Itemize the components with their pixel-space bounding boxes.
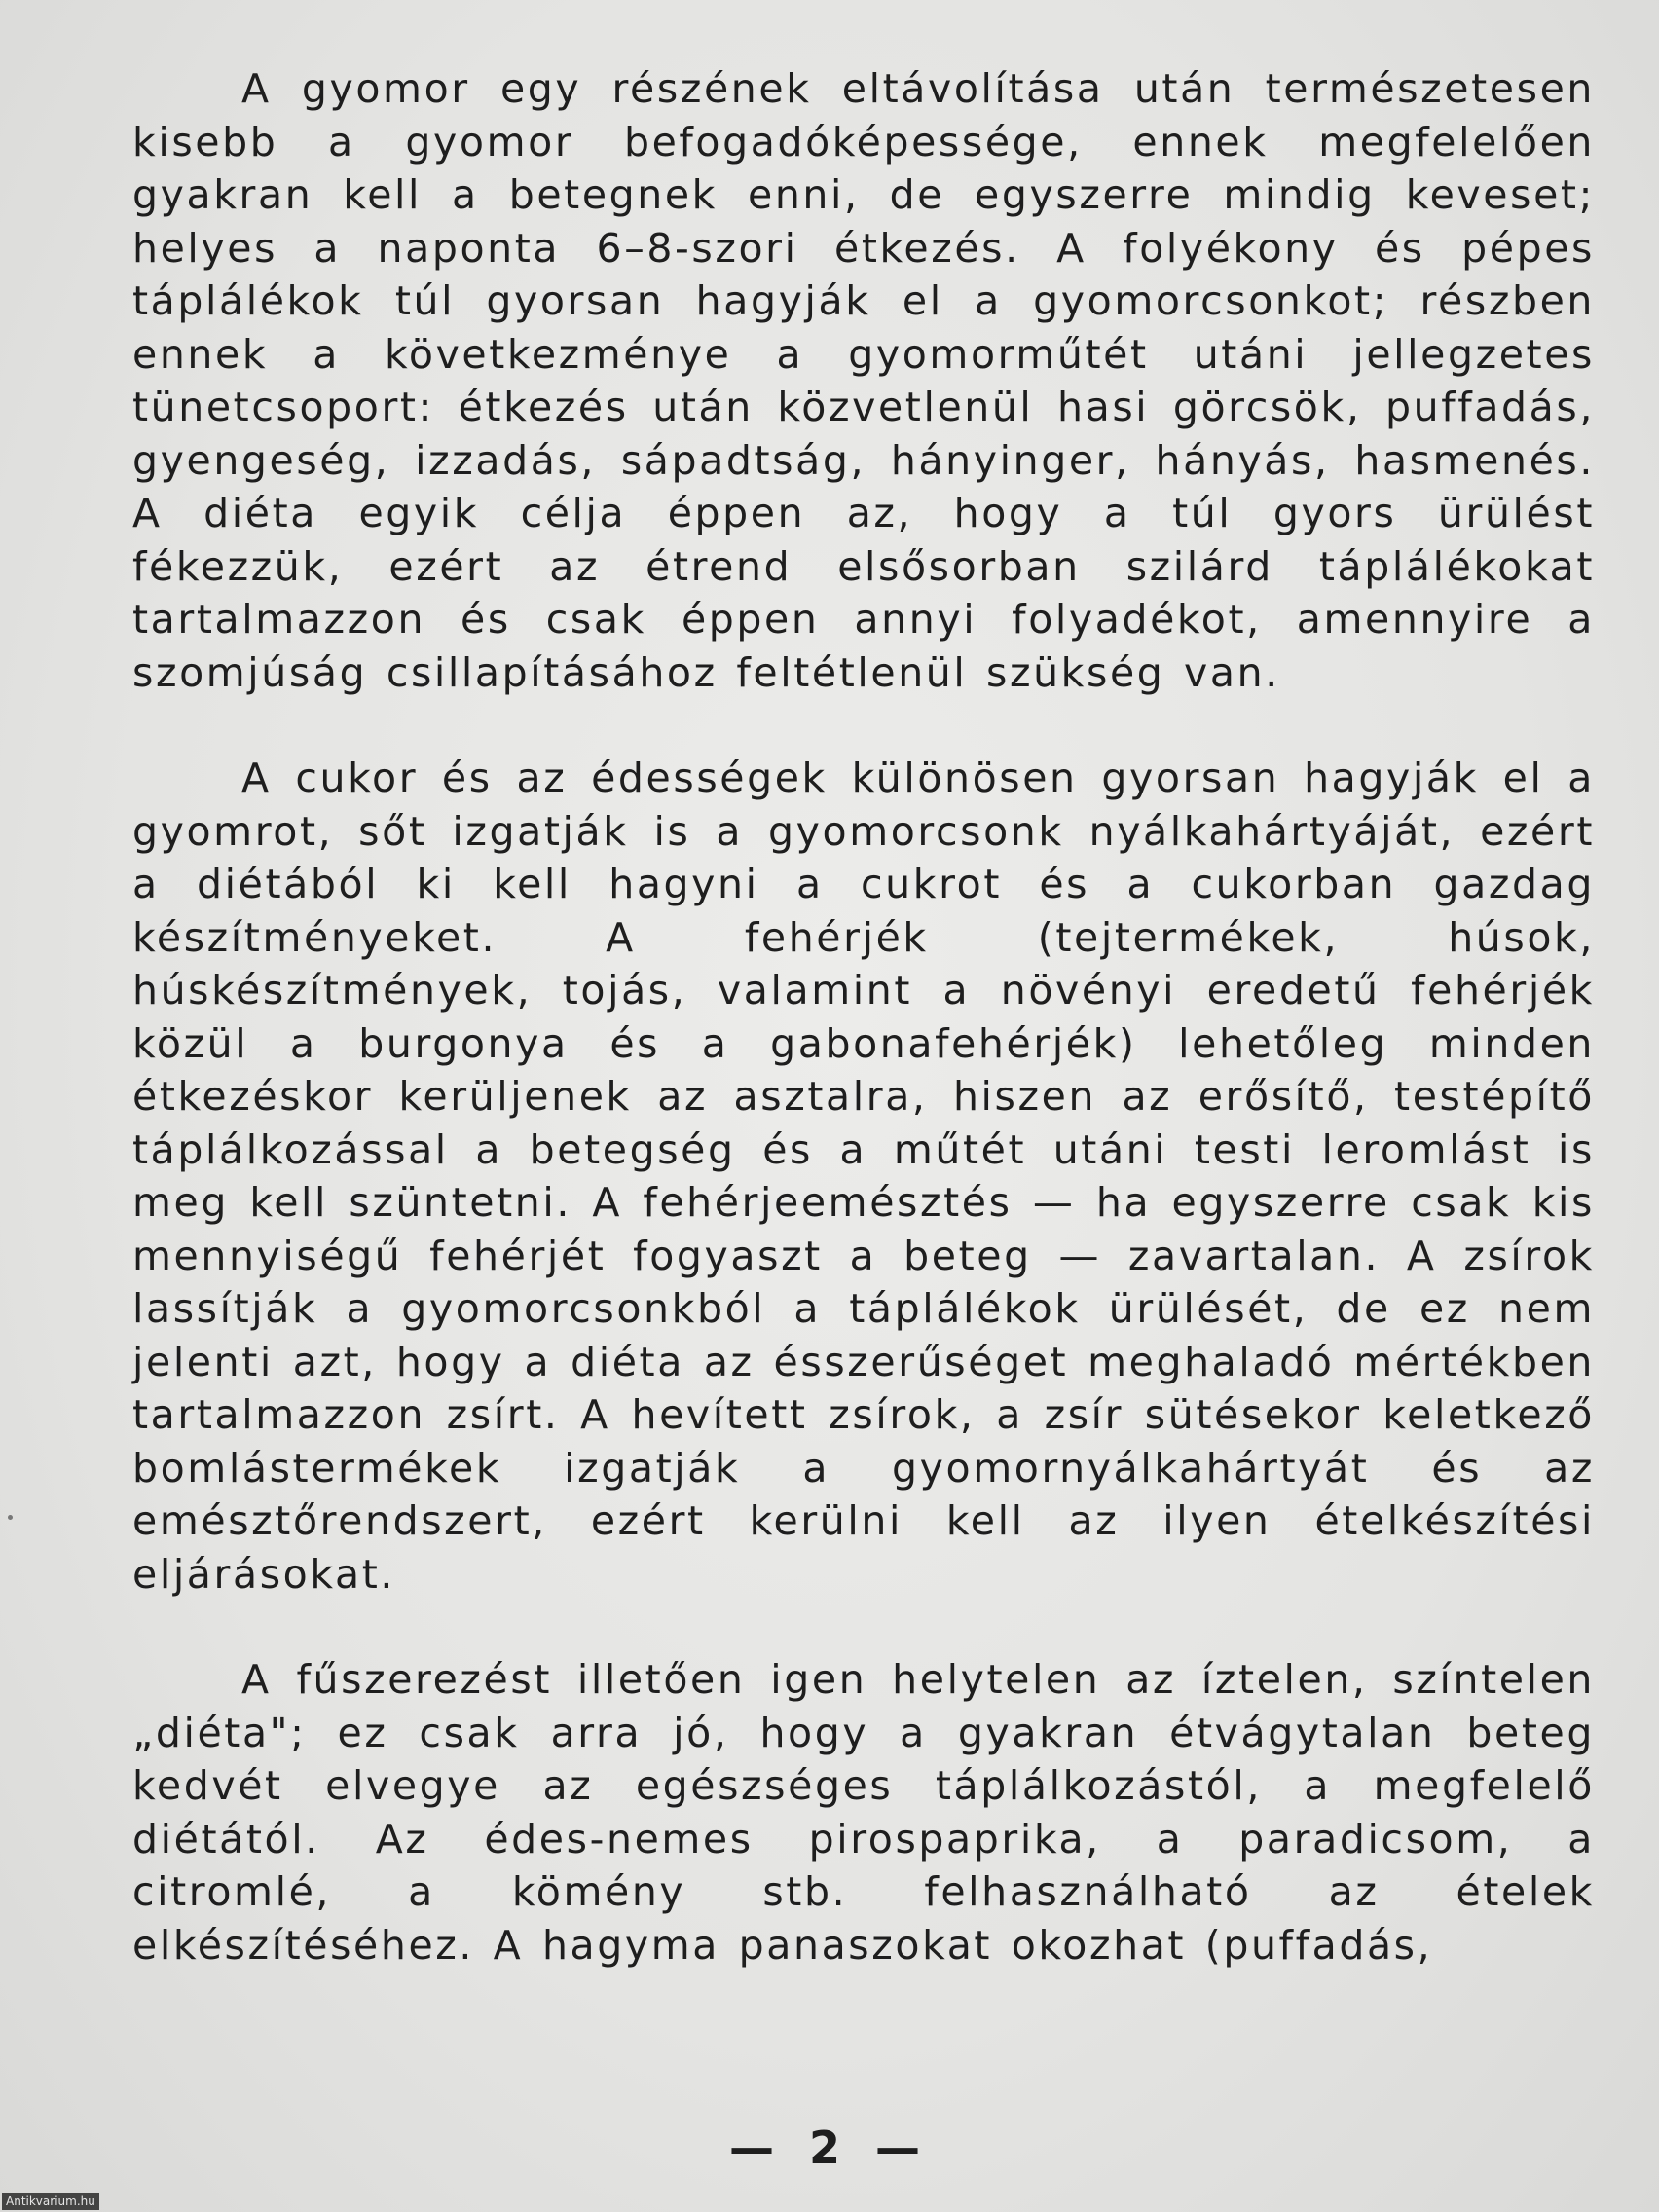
paragraph-seasoning: A fűszerezést illetően igen helytelen az íztelen, színtelen „diéta"; ez csak arra jó, hogy a gyakran étvágytalan beteg kedvét elvegye az egészséges táplálkozástól, a megfelelő diétától. Az édes-nemes pirospaprika, a paradicsom, a citromlé, a kömény stb. felhasználható az ételek elkészítéséhez. A hagyma panaszokat okozhat (puffadás, xyxy=(132,1656,1595,1969)
body-text xyxy=(132,62,1595,1972)
page-number: — 2 — xyxy=(728,2121,931,2174)
scan-speck xyxy=(8,1515,13,1520)
paragraph-stomach-capacity: A gyomor egy részének eltávolítása után természetesen kisebb a gyomor befogadóképessége, ennek megfelelően gyakran kell a betegnek enni, de egyszerre mindig keveset; helyes a naponta 6–8-szori étkezés. A folyékony és pépes táplálékok túl gyorsan hagyják el a gyomorcsonkot; részben ennek a következménye a gyomorműtét utáni jellegzetes tünetcsoport: étkezés után közvetlenül hasi görcsök, puffadás, gyengeség, izzadás, sápadtság, hányinger, hányás, hasmenés. A diéta egyik célja éppen az, hogy a túl gyors ürülést fékezzük, ezért az étrend elsősorban szilárd táplálékokat tartalmazzon és csak éppen annyi folyadékot, amennyire a szomjúság csillapításához feltétlenül szükség van. xyxy=(132,65,1595,696)
paragraph-sugar-proteins-fats: A cukor és az édességek különösen gyorsan hagyják el a gyomrot, sőt izgatják is a gyomorcsonk nyálkahártyáját, ezért a diétából ki kell hagyni a cukrot és a cukorban gazdag készítményeket. A fehérjék (tejtermékek, húsok, húskészítmények, tojás, valamint a növényi eredetű fehérjék közül a burgonya és a gabonafehérjék) lehetőleg minden étkezéskor kerüljenek az asztalra, hiszen az erősítő, testépítő táplálkozással a betegség és a műtét utáni testi leromlást is meg kell szüntetni. A fehérjeemésztés — ha egyszerre csak kis mennyiségű fehérjét fogyaszt a beteg — zavartalan. A zsírok lassítják a gyomorcsonkból a táplálékok ürülését, de ez nem jelenti azt, hogy a diéta az ésszerűséget meghaladó mértékben tartalmazzon zsírt. A hevített zsírok, a zsír sütésekor keletkező bomlástermékek izgatják a gyomornyálkahártyát és az emésztőrendszert, ezért kerülni kell az ilyen ételkészítési eljárásokat. xyxy=(132,755,1595,1598)
watermark: Antikvarium.hu xyxy=(2,2193,99,2210)
